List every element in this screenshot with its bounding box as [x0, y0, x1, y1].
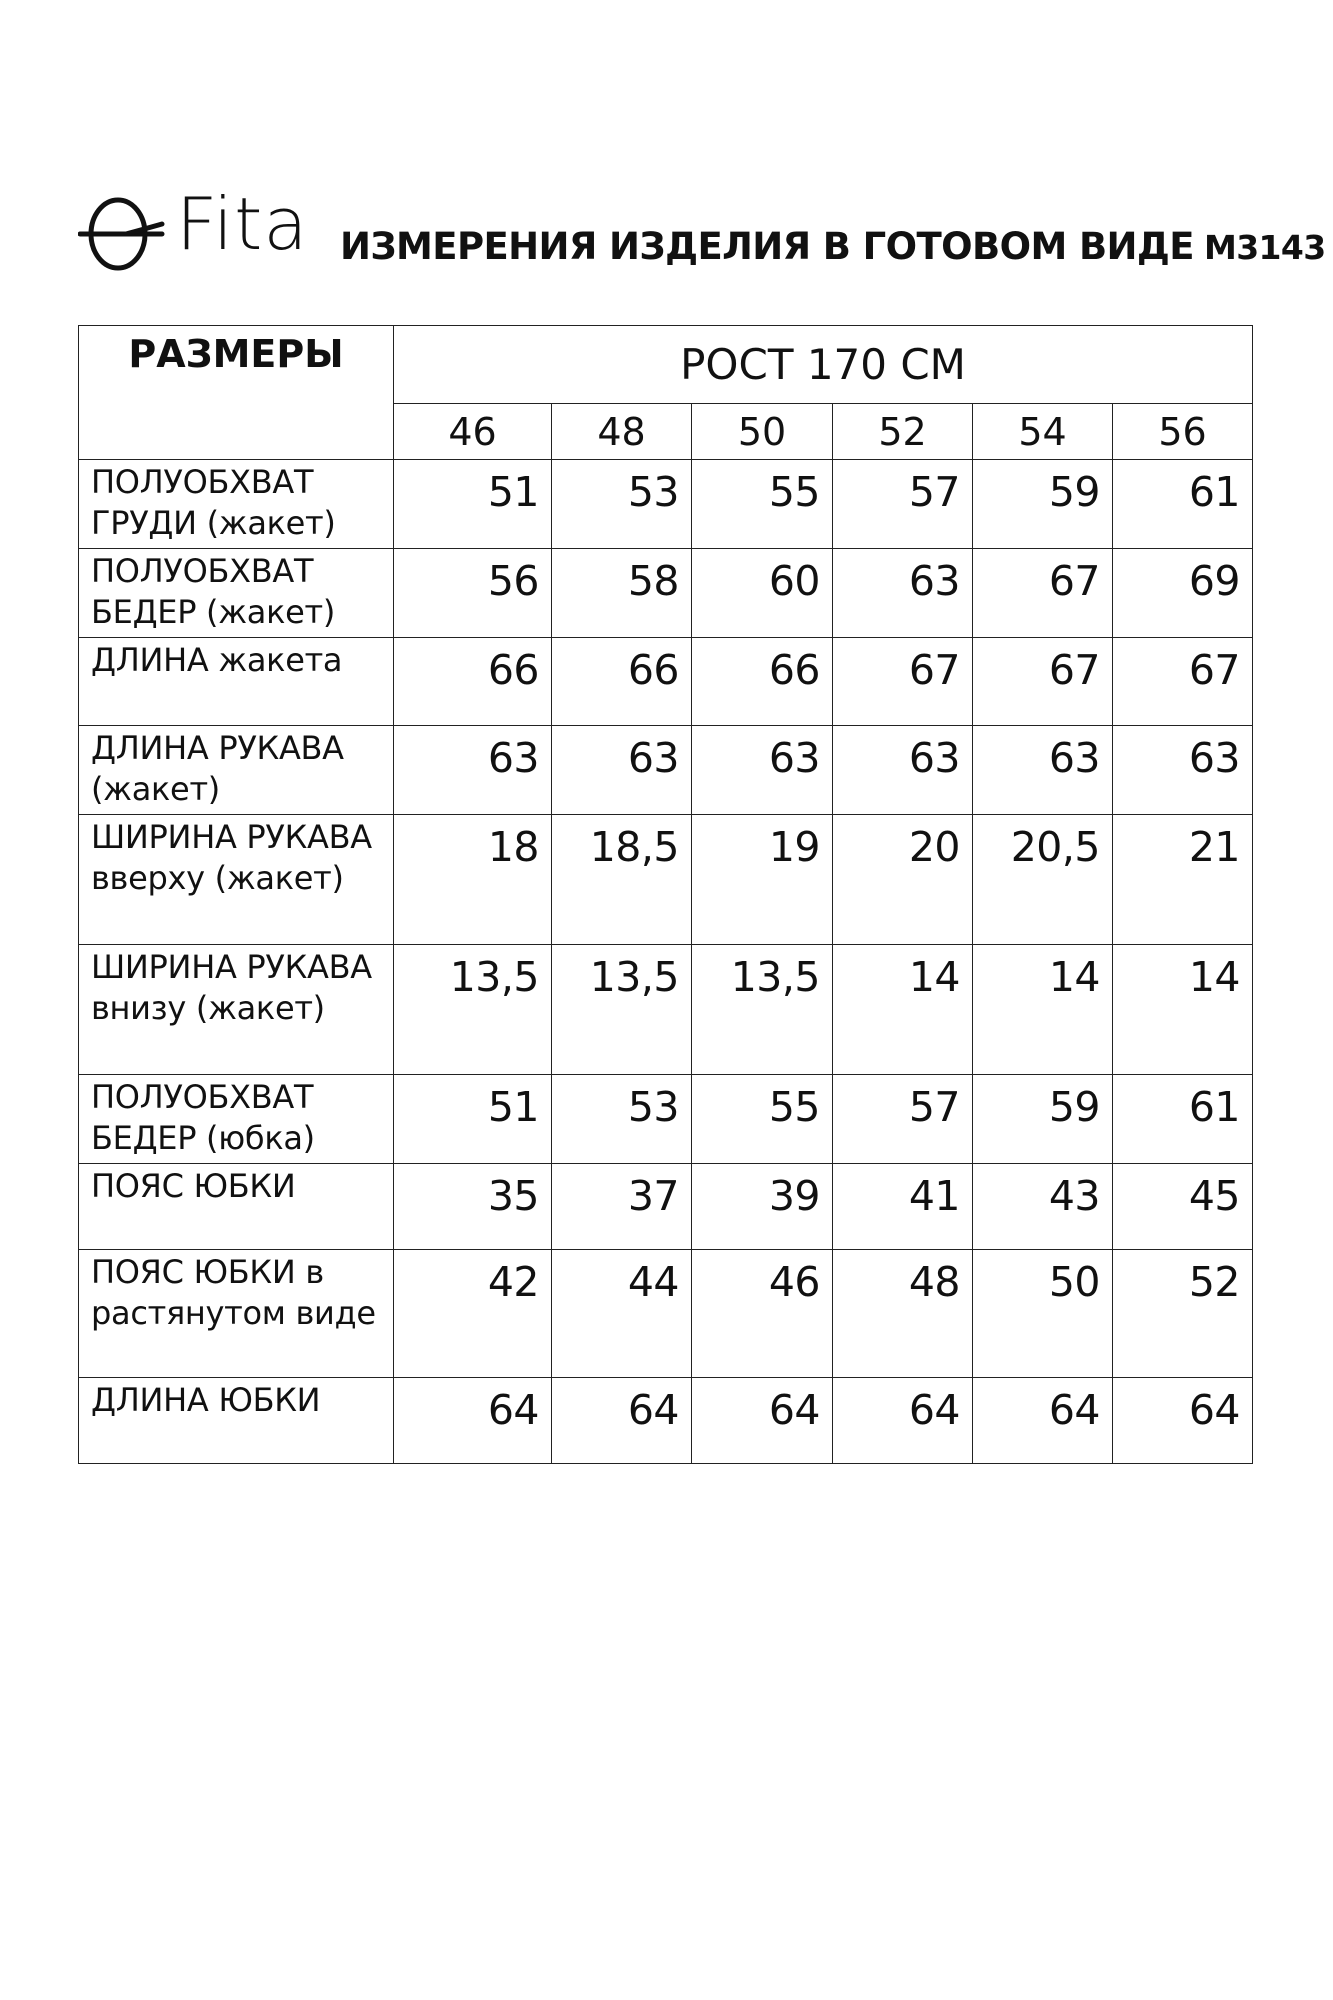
measurement-value: 14	[1113, 945, 1253, 1075]
measurement-value: 57	[833, 1075, 973, 1164]
measurement-value: 35	[394, 1164, 552, 1250]
sizes-header: РАЗМЕРЫ	[79, 326, 394, 460]
measurement-label: ПОЛУОБХВАТ ГРУДИ (жакет)	[79, 460, 394, 549]
measurement-value: 57	[833, 460, 973, 549]
measurement-value: 66	[692, 638, 833, 726]
size-header-cell: 52	[833, 404, 973, 460]
size-chart-table	[78, 325, 1253, 1464]
measurement-value: 67	[1113, 638, 1253, 726]
height-header: РОСТ 170 СМ	[394, 326, 1253, 404]
measurement-value: 50	[973, 1250, 1113, 1378]
measurement-label: ШИРИНА РУКАВА вверху (жакет)	[79, 815, 394, 945]
measurement-value: 59	[973, 460, 1113, 549]
measurement-value: 20	[833, 815, 973, 945]
measurement-value: 18,5	[552, 815, 692, 945]
measurement-value: 64	[973, 1378, 1113, 1464]
page-title	[340, 224, 1326, 271]
measurement-value: 66	[552, 638, 692, 726]
measurement-value: 39	[692, 1164, 833, 1250]
measurement-value: 55	[692, 460, 833, 549]
measurement-value: 61	[1113, 1075, 1253, 1164]
header-row-height	[79, 326, 1253, 404]
measurement-label: ПОЛУОБХВАТ БЕДЕР (юбка)	[79, 1075, 394, 1164]
size-header-cell: 46	[394, 404, 552, 460]
measurement-value: 45	[1113, 1164, 1253, 1250]
measurement-value: 63	[833, 549, 973, 638]
measurement-value: 63	[973, 726, 1113, 815]
measurement-value: 18	[394, 815, 552, 945]
measurement-value: 20,5	[973, 815, 1113, 945]
measurement-value: 51	[394, 460, 552, 549]
table-row	[79, 638, 1253, 726]
measurement-value: 55	[692, 1075, 833, 1164]
measurement-value: 66	[394, 638, 552, 726]
measurement-value: 67	[973, 638, 1113, 726]
table-row	[79, 945, 1253, 1075]
brand-name: Fita	[176, 182, 309, 266]
measurement-value: 14	[833, 945, 973, 1075]
measurement-value: 64	[1113, 1378, 1253, 1464]
measurement-value: 63	[394, 726, 552, 815]
title-main: ИЗМЕРЕНИЯ ИЗДЕЛИЯ В ГОТОВОМ ВИДЕ	[340, 225, 1194, 268]
table-row	[79, 460, 1253, 549]
measurement-value: 64	[552, 1378, 692, 1464]
measurement-value: 44	[552, 1250, 692, 1378]
model-number: М3143	[1203, 228, 1326, 267]
measurement-value: 48	[833, 1250, 973, 1378]
measurement-value: 51	[394, 1075, 552, 1164]
measurement-value: 69	[1113, 549, 1253, 638]
measurement-value: 53	[552, 1075, 692, 1164]
measurement-value: 60	[692, 549, 833, 638]
table-row	[79, 1250, 1253, 1378]
brand-logo	[78, 182, 318, 270]
table-row	[79, 1378, 1253, 1464]
measurement-value: 59	[973, 1075, 1113, 1164]
table-row	[79, 1164, 1253, 1250]
measurement-value: 37	[552, 1164, 692, 1250]
measurement-value: 67	[833, 638, 973, 726]
measurement-label: ДЛИНА жакета	[79, 638, 394, 726]
measurement-value: 21	[1113, 815, 1253, 945]
measurement-value: 46	[692, 1250, 833, 1378]
page-header	[78, 182, 1326, 280]
fita-logo-icon	[78, 194, 166, 274]
measurement-value: 63	[1113, 726, 1253, 815]
measurement-value: 53	[552, 460, 692, 549]
measurement-label: ПОЛУОБХВАТ БЕДЕР (жакет)	[79, 549, 394, 638]
measurement-value: 41	[833, 1164, 973, 1250]
measurement-value: 56	[394, 549, 552, 638]
size-header-cell: 56	[1113, 404, 1253, 460]
measurement-label: ДЛИНА РУКАВА (жакет)	[79, 726, 394, 815]
measurement-label: ДЛИНА ЮБКИ	[79, 1378, 394, 1464]
measurement-value: 61	[1113, 460, 1253, 549]
table-row	[79, 726, 1253, 815]
measurement-value: 13,5	[394, 945, 552, 1075]
size-header-cell: 50	[692, 404, 833, 460]
measurement-value: 58	[552, 549, 692, 638]
measurement-value: 63	[552, 726, 692, 815]
measurement-label: ПОЯС ЮБКИ в растянутом виде	[79, 1250, 394, 1378]
measurement-value: 14	[973, 945, 1113, 1075]
measurement-value: 13,5	[552, 945, 692, 1075]
size-header-cell: 54	[973, 404, 1113, 460]
measurement-value: 52	[1113, 1250, 1253, 1378]
measurement-value: 19	[692, 815, 833, 945]
measurement-value: 64	[692, 1378, 833, 1464]
table-row	[79, 549, 1253, 638]
measurement-value: 13,5	[692, 945, 833, 1075]
table-row	[79, 1075, 1253, 1164]
measurement-value: 63	[833, 726, 973, 815]
size-header-cell: 48	[552, 404, 692, 460]
measurement-label: ПОЯС ЮБКИ	[79, 1164, 394, 1250]
measurement-value: 64	[833, 1378, 973, 1464]
measurement-value: 43	[973, 1164, 1113, 1250]
measurement-value: 67	[973, 549, 1113, 638]
measurement-value: 42	[394, 1250, 552, 1378]
measurement-value: 63	[692, 726, 833, 815]
measurement-label: ШИРИНА РУКАВА внизу (жакет)	[79, 945, 394, 1075]
table-row	[79, 815, 1253, 945]
measurement-value: 64	[394, 1378, 552, 1464]
